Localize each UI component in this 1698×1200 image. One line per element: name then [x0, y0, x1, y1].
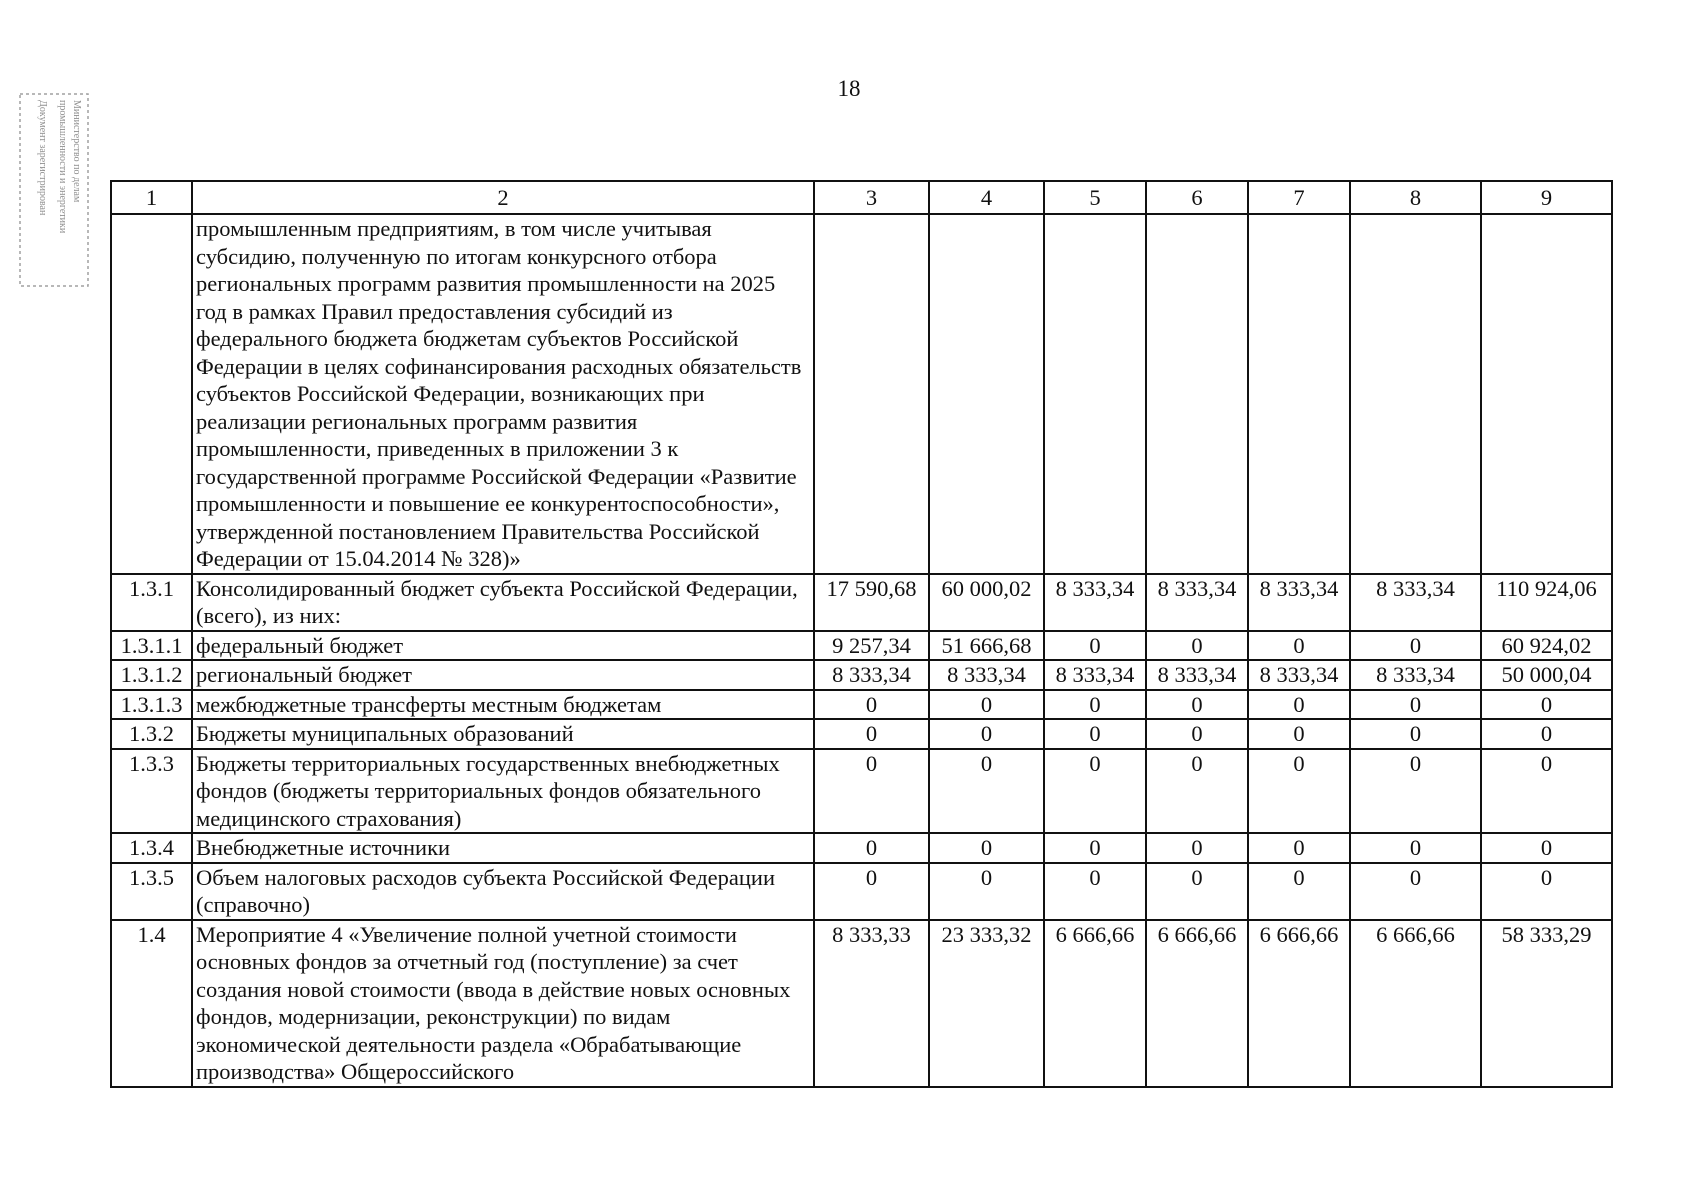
table-row	[111, 863, 1612, 920]
column-header: 8	[1350, 181, 1481, 214]
value-cell: 8 333,34	[1350, 660, 1481, 690]
table-row	[111, 749, 1612, 834]
row-name: межбюджетные трансферты местным бюджетам	[192, 690, 814, 720]
table-row	[111, 660, 1612, 690]
value-cell: 0	[1146, 749, 1248, 834]
value-cell: 60 000,02	[929, 574, 1044, 631]
column-header: 4	[929, 181, 1044, 214]
row-name: федеральный бюджет	[192, 631, 814, 661]
value-cell: 0	[1044, 690, 1146, 720]
value-cell: 0	[1481, 749, 1612, 834]
value-cell: 0	[1350, 631, 1481, 661]
value-cell: 0	[1248, 631, 1350, 661]
value-cell: 6 666,66	[1146, 920, 1248, 1087]
row-number: 1.3.4	[111, 833, 192, 863]
value-cell: 58 333,29	[1481, 920, 1612, 1087]
financing-table	[110, 180, 1613, 1088]
value-cell: 0	[1044, 719, 1146, 749]
value-cell: 8 333,34	[814, 660, 929, 690]
value-cell: 0	[1146, 690, 1248, 720]
value-cell: 8 333,34	[1350, 574, 1481, 631]
row-number: 1.3.5	[111, 863, 192, 920]
value-cell	[1044, 214, 1146, 574]
row-name: промышленным предприятиям, в том числе учитывая субсидию, полученную по итогам конкурсного отбора региональных программ развития промышленности на 2025 год в рамках Правил предоставления субсидий из федерального бюджета бюджетам субъектов Российской Федерации в целях софинансирования расходных обязательств субъектов Российской Федерации, возникающих при реализации региональных программ развития промышленности, приведенных в приложении 3 к государственной программе Российской Федерации «Развитие промышленности и повышение ее конкурентоспособности», утвержденной постановлением Правительства Российской Федерации от 15.04.2014 № 328)»	[192, 214, 814, 574]
value-cell: 0	[1350, 719, 1481, 749]
column-header: 2	[192, 181, 814, 214]
column-header: 3	[814, 181, 929, 214]
row-number: 1.3.1.2	[111, 660, 192, 690]
value-cell: 0	[1146, 863, 1248, 920]
row-number: 1.3.1.3	[111, 690, 192, 720]
value-cell: 6 666,66	[1248, 920, 1350, 1087]
row-name: Мероприятие 4 «Увеличение полной учетной стоимости основных фондов за отчетный год (поступление) за счет создания новой стоимости (ввода в действие новых основных фондов, модернизации, реконструкции) по видам экономической деятельности раздела «Обрабатывающие производства» Общероссийского	[192, 920, 814, 1087]
value-cell: 0	[1044, 833, 1146, 863]
stamp-line-2: промышленности и энергетики	[57, 100, 68, 234]
value-cell: 0	[1350, 690, 1481, 720]
table-row	[111, 631, 1612, 661]
value-cell: 60 924,02	[1481, 631, 1612, 661]
value-cell: 8 333,34	[929, 660, 1044, 690]
value-cell: 6 666,66	[1350, 920, 1481, 1087]
value-cell: 0	[814, 749, 929, 834]
value-cell: 0	[1350, 749, 1481, 834]
row-number: 1.3.2	[111, 719, 192, 749]
registration-stamp	[18, 92, 90, 288]
value-cell: 8 333,34	[1146, 574, 1248, 631]
row-name: Консолидированный бюджет субъекта Российской Федерации, (всего), из них:	[192, 574, 814, 631]
value-cell: 8 333,34	[1146, 660, 1248, 690]
table-row	[111, 574, 1612, 631]
row-name: Объем налоговых расходов субъекта Российской Федерации (справочно)	[192, 863, 814, 920]
table-header-row	[111, 181, 1612, 214]
table-row	[111, 690, 1612, 720]
stamp-line-3: Документ зарегистрирован	[37, 100, 48, 216]
value-cell	[814, 214, 929, 574]
table-row	[111, 920, 1612, 1087]
value-cell	[1146, 214, 1248, 574]
value-cell: 23 333,32	[929, 920, 1044, 1087]
value-cell: 0	[929, 690, 1044, 720]
value-cell: 0	[1044, 631, 1146, 661]
value-cell: 9 257,34	[814, 631, 929, 661]
value-cell: 0	[929, 719, 1044, 749]
row-number	[111, 214, 192, 574]
table-row	[111, 833, 1612, 863]
value-cell: 0	[1146, 719, 1248, 749]
value-cell: 0	[1350, 863, 1481, 920]
value-cell: 0	[1481, 833, 1612, 863]
table-row	[111, 214, 1612, 574]
value-cell: 0	[814, 690, 929, 720]
value-cell: 0	[1044, 749, 1146, 834]
value-cell: 0	[814, 719, 929, 749]
value-cell: 8 333,34	[1044, 660, 1146, 690]
value-cell: 8 333,33	[814, 920, 929, 1087]
value-cell: 51 666,68	[929, 631, 1044, 661]
value-cell	[929, 214, 1044, 574]
row-number: 1.3.3	[111, 749, 192, 834]
row-name: Бюджеты муниципальных образований	[192, 719, 814, 749]
column-header: 7	[1248, 181, 1350, 214]
value-cell: 50 000,04	[1481, 660, 1612, 690]
value-cell: 0	[1481, 690, 1612, 720]
stamp-line-1: Министерство по делам	[71, 100, 82, 203]
value-cell: 0	[1481, 719, 1612, 749]
row-name: региональный бюджет	[192, 660, 814, 690]
value-cell: 0	[1248, 833, 1350, 863]
value-cell: 17 590,68	[814, 574, 929, 631]
value-cell: 0	[1248, 690, 1350, 720]
value-cell: 0	[1248, 749, 1350, 834]
value-cell: 0	[1481, 863, 1612, 920]
value-cell	[1481, 214, 1612, 574]
value-cell: 0	[814, 863, 929, 920]
value-cell: 0	[929, 863, 1044, 920]
value-cell: 8 333,34	[1044, 574, 1146, 631]
value-cell: 0	[1146, 833, 1248, 863]
value-cell: 0	[929, 833, 1044, 863]
value-cell: 0	[1248, 863, 1350, 920]
row-name: Внебюджетные источники	[192, 833, 814, 863]
table-row	[111, 719, 1612, 749]
value-cell: 0	[929, 749, 1044, 834]
row-number: 1.3.1	[111, 574, 192, 631]
column-header: 9	[1481, 181, 1612, 214]
value-cell: 0	[814, 833, 929, 863]
value-cell: 0	[1044, 863, 1146, 920]
value-cell: 8 333,34	[1248, 574, 1350, 631]
row-number: 1.3.1.1	[111, 631, 192, 661]
column-header: 1	[111, 181, 192, 214]
column-header: 5	[1044, 181, 1146, 214]
value-cell: 0	[1350, 833, 1481, 863]
value-cell: 110 924,06	[1481, 574, 1612, 631]
value-cell: 0	[1146, 631, 1248, 661]
row-number: 1.4	[111, 920, 192, 1087]
value-cell: 8 333,34	[1248, 660, 1350, 690]
value-cell: 0	[1248, 719, 1350, 749]
value-cell	[1248, 214, 1350, 574]
value-cell	[1350, 214, 1481, 574]
row-name: Бюджеты территориальных государственных внебюджетных фондов (бюджеты территориальных фондов обязательного медицинского страхования)	[192, 749, 814, 834]
column-header: 6	[1146, 181, 1248, 214]
page-number: 18	[837, 76, 861, 101]
value-cell: 6 666,66	[1044, 920, 1146, 1087]
